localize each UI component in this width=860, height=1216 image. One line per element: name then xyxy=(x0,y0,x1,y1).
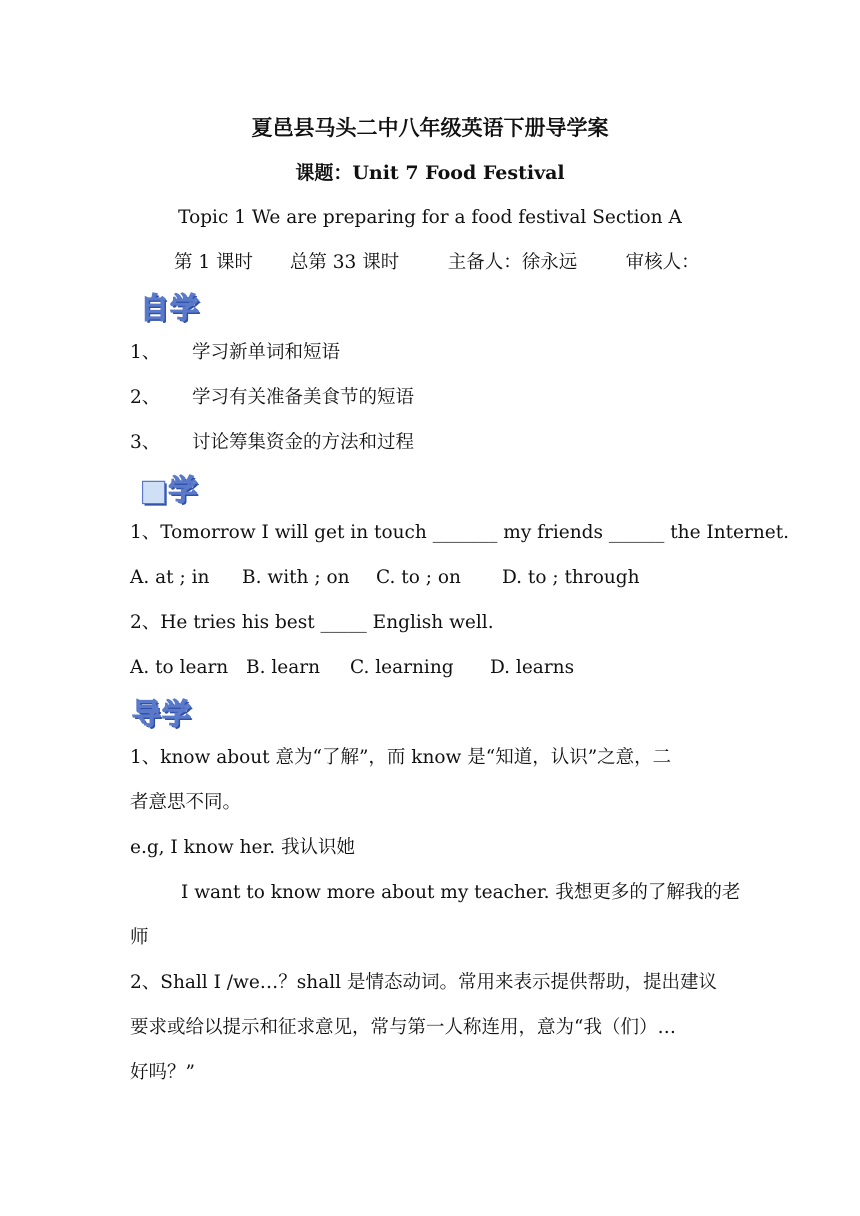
example-line-2-cont: 师 xyxy=(130,927,149,948)
question-1: 1、Tomorrow I will get in touch _______ my friends ______ the Internet. xyxy=(130,522,790,543)
option: C. to ; on xyxy=(376,567,461,588)
option: B. with ; on xyxy=(242,567,350,588)
guide-point-2-cont2: 好吗？” xyxy=(130,1062,195,1083)
list-item: 3、 讨论筹集资金的方法和过程 xyxy=(130,432,415,453)
total-lesson-number: 总第 33 课时 xyxy=(289,252,400,273)
guide-point-1-cont: 者意思不同。 xyxy=(130,792,242,813)
question-2: 2、He tries his best _____ English well. xyxy=(130,612,494,633)
topic-line: Topic 1 We are preparing for a food festival Section A xyxy=(178,207,682,228)
option: A. at ; in xyxy=(130,567,210,588)
example-line-2: I want to know more about my teacher. 我想更多的了解我的老 xyxy=(181,882,741,903)
option: D. to ; through xyxy=(502,567,640,588)
reviewer: 审核人： xyxy=(625,252,700,273)
self-study-heading: 自学 xyxy=(140,291,201,325)
option: D. learns xyxy=(490,657,575,678)
example-line: e.g, I know her. 我认识她 xyxy=(130,837,356,858)
question-1-options xyxy=(130,566,730,590)
page-title: 夏邑县马头二中八年级英语下册导学案 xyxy=(251,115,609,140)
option: B. learn xyxy=(246,657,321,678)
guide-point-2-cont: 要求或给以提示和征求意见，常与第一人称连用，意为“我（们）… xyxy=(130,1017,676,1038)
list-item: 1、 学习新单词和短语 xyxy=(130,342,341,363)
guide-heading: 导学 xyxy=(132,697,193,731)
meta-line xyxy=(174,251,774,275)
guide-point-2: 2、Shall I /we…？shall 是情态动词。常用来表示提供帮助，提出建议 xyxy=(130,972,717,993)
list-item: 2、 学习有关准备美食节的短语 xyxy=(130,387,415,408)
question-2-options xyxy=(130,656,730,680)
preparer: 主备人：徐永远 xyxy=(447,252,578,273)
practice-heading: ■学 xyxy=(140,473,199,507)
lesson-number: 第 1 课时 xyxy=(174,252,254,273)
option: A. to learn xyxy=(130,657,229,678)
lesson-subtitle: 课题：Unit 7 Food Festival xyxy=(295,162,565,184)
guide-point-1: 1、know about 意为“了解”，而 know 是“知道，认识”之意，二 xyxy=(130,747,672,768)
option: C. learning xyxy=(350,657,454,678)
